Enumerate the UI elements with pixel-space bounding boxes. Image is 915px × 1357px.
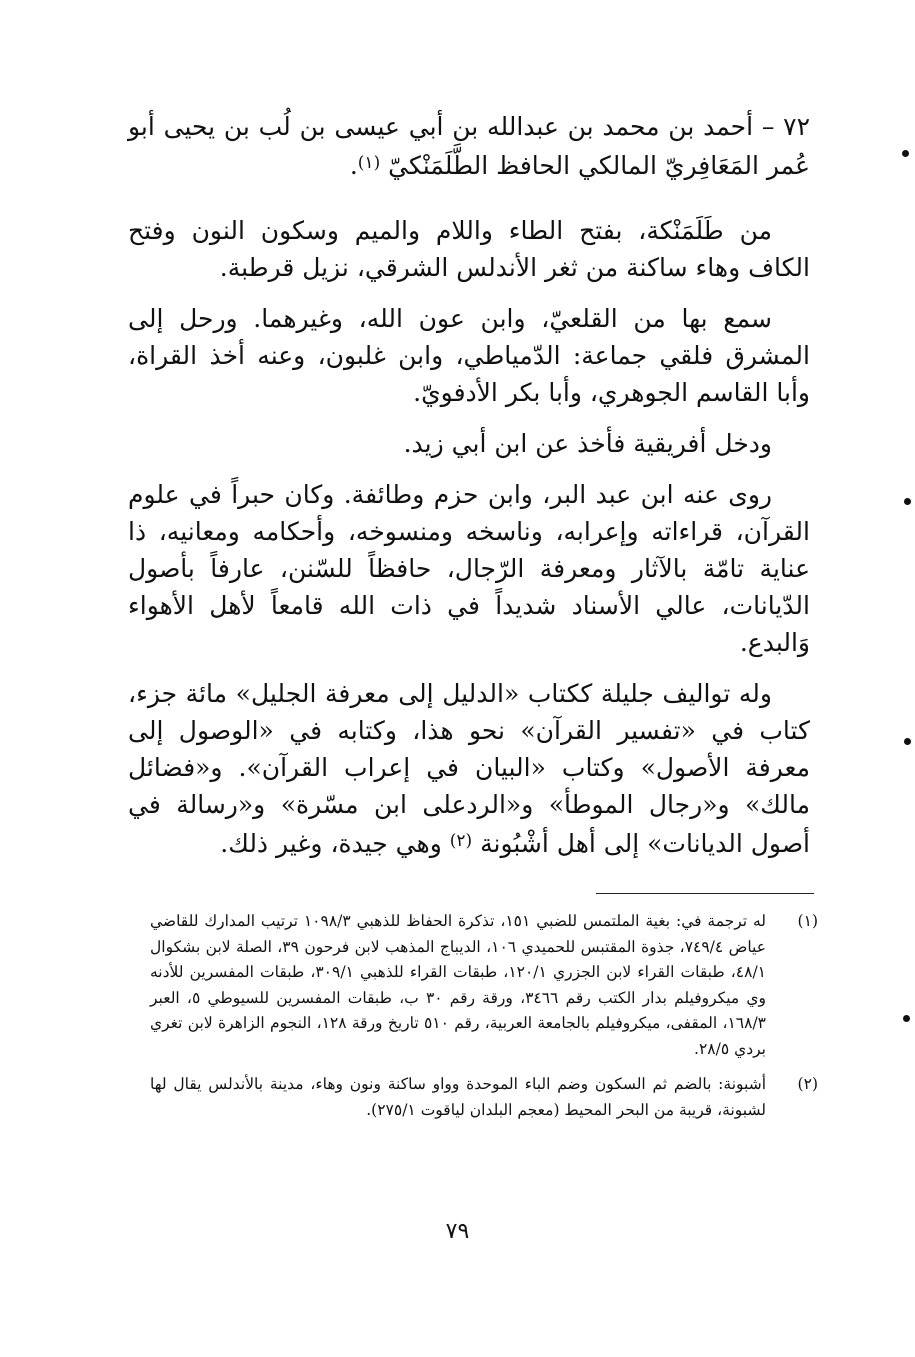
footnote-text: له ترجمة في: بغية الملتمس للضبي ١٥١، تذكرة الحفاظ للذهبي ١٠٩٨/٣ ترتيب المدارك للقاضي عياض ٧٤٩/٤، جذوة المقتبس للحميدي ١٠٦، الديباج المذهب لابن فرحون ٣٩، الصلة لابن بشكوال ٤٨/١، طبقات القراء لابن الجزري ١٢٠/١، طبقات القراء للذهبي ٣٠٩/١، طبقات المفسرين للأدنه وي ميكروفيلم بدار الكتب رقم ٣٤٦٦، ورقة رقم ٣٠ ب، طبقات المفسرين للسيوطي ٥، العبر ١٦٨/٣، المقفى، ميكروفيلم بالجامعة العربية، رقم ٥١٠ تاريخ ورقة ١٢٨، النجوم الزاهرة لابن تغري بردي ٢٨/٥. (150, 912, 767, 1058)
footnote-ref-1[interactable]: (١) (357, 153, 381, 173)
paragraph-works (128, 675, 810, 862)
paragraph-works-text: وله تواليف جليلة ككتاب «الدليل إلى معرفة الجليل» مائة جزء، كتاب في «تفسير القرآن» نحو هذا، وكتابه في «الوصول إلى معرفة الأصول» وكتاب «البيان في إعراب القرآن». و«فضائل مالك» و«رجال الموطأ» و«الردعلى ابن مسّرة» و«رسالة في أصول الديانات» إلى أهل أشْبُونة (128, 679, 810, 858)
scan-mark (902, 150, 909, 157)
paragraph-origin: من طَلَمَنْكة، بفتح الطاء واللام والميم وسكون النون وفتح الكاف وهاء ساكنة من ثغر الأندلس الشرقي، نزيل قرطبة. (128, 216, 810, 282)
page-number: ٧٩ (445, 1219, 470, 1244)
footnote-ref-2[interactable]: (٢) (449, 831, 473, 851)
footnote-separator (596, 893, 814, 894)
paragraph-students: روى عنه ابن عبد البر، وابن حزم وطائفة. وكان حبراً في علوم القرآن، قراءاته وإعرابه، وناسخه ومنسوخه، وأحكامه ومعانيه، ذا عناية تامّة بالآثار ومعرفة الرّجال، حافظاً للسّنن، عارفاً بأصول الدّيانات، عالي الأسناد شديداً في ذات الله قامعاً لأهل الأهواء وَالبدع. (128, 480, 810, 657)
scan-mark (904, 738, 911, 745)
paragraph-africa: ودخل أفريقية فأخذ عن ابن أبي زيد. (403, 429, 772, 458)
entry-heading (128, 108, 810, 184)
footnote-2 (150, 1072, 818, 1123)
footnote-text: أشبونة: بالضم ثم السكون وضم الباء الموحدة وواو ساكنة ونون وهاء، مدينة بالأندلس يقال لها لشبونة، قريبة من البحر المحيط (معجم البلدان لياقوت ٢٧٥/١). (150, 1075, 766, 1119)
entry-heading-end: . (349, 151, 358, 180)
scan-mark (904, 498, 911, 505)
footnote-1 (150, 909, 818, 1062)
scan-mark (903, 1015, 910, 1022)
footnotes (150, 909, 818, 1133)
main-text (128, 108, 810, 876)
paragraph-teachers: سمع بها من القلعيّ، وابن عون الله، وغيرهما. ورحل إلى المشرق فلقي جماعة: الدّمياطي، وابن غلبون، وعنه أخذ القراة، وأبا القاسم الجوهري، وأبا بكر الأدفويّ. (128, 304, 810, 407)
paragraph-works-tail: وهي جيدة، وغير ذلك. (220, 829, 442, 858)
footnote-number: (١) (797, 912, 818, 930)
footnote-number: (٢) (797, 1075, 818, 1093)
entry-heading-text: ٧٢ – أحمد بن محمد بن عبدالله بن أبي عيسى بن لُب بن يحيى أبو عُمر المَعَافِريّ المالكي الحافظ الطَّلَمَنْكيّ (128, 112, 810, 180)
